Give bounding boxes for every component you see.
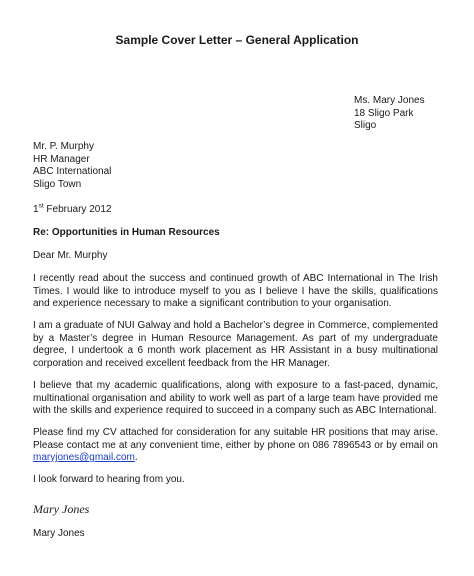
paragraph-4 (33, 427, 438, 465)
recipient-address (33, 141, 111, 191)
recipient-town: Sligo Town (33, 178, 82, 190)
recipient-name: Mr. P. Murphy (33, 141, 94, 152)
closing-line: I look forward to hearing from you. (33, 474, 185, 485)
sender-address (354, 95, 425, 133)
recipient-company: ABC International (33, 166, 112, 177)
date-rest: February 2012 (46, 204, 112, 215)
paragraph-4-end: . (134, 452, 138, 463)
date-suffix: st (38, 202, 44, 210)
paragraph-4-text: Please find my CV attached for consideration for any suitable HR positions that may arise. Please contact me at any convenient time, either by phone on 086 7896543 or by email on (33, 427, 438, 451)
letter-title: Sample Cover Letter – General Application (115, 33, 359, 47)
letter-date (33, 204, 111, 215)
printed-name: Mary Jones (33, 528, 85, 539)
paragraph-1: I recently read about the success and continued growth of ABC International in The Irish Times. I would like to introduce myself to you as I believe I have the skills, qualifications and experience necessary to make a significant contribution to your organisation. (33, 273, 438, 309)
salutation: Dear Mr. Murphy (33, 250, 108, 261)
sender-address-line1: 18 Sligo Park (354, 107, 414, 119)
sender-address-line2: Sligo (354, 120, 377, 131)
sender-name: Ms. Mary Jones (354, 95, 425, 106)
signature: Mary Jones (33, 502, 90, 516)
paragraph-2: I am a graduate of NUI Galway and hold a Bachelor’s degree in Commerce, complemented by a Master’s degree in Human Resource Management. As part of my undergraduate degree, I undertook a 6 month work placement as HR Assistant in a busy multinational corporation and received excellent feedback from the HR Manager. (33, 320, 438, 369)
paragraph-3: I believe that my academic qualifications, along with exposure to a fast-paced, dynamic, multinational organisation and ability to work well as part of a large team have provided me with the skills and experience required to succeed in a company such as ABC International. (33, 380, 438, 416)
subject-line: Re: Opportunities in Human Resources (33, 227, 220, 238)
recipient-position: HR Manager (33, 153, 90, 165)
date-day: 1 (33, 204, 39, 215)
email-link[interactable]: maryjones@gmail.com (33, 452, 135, 463)
